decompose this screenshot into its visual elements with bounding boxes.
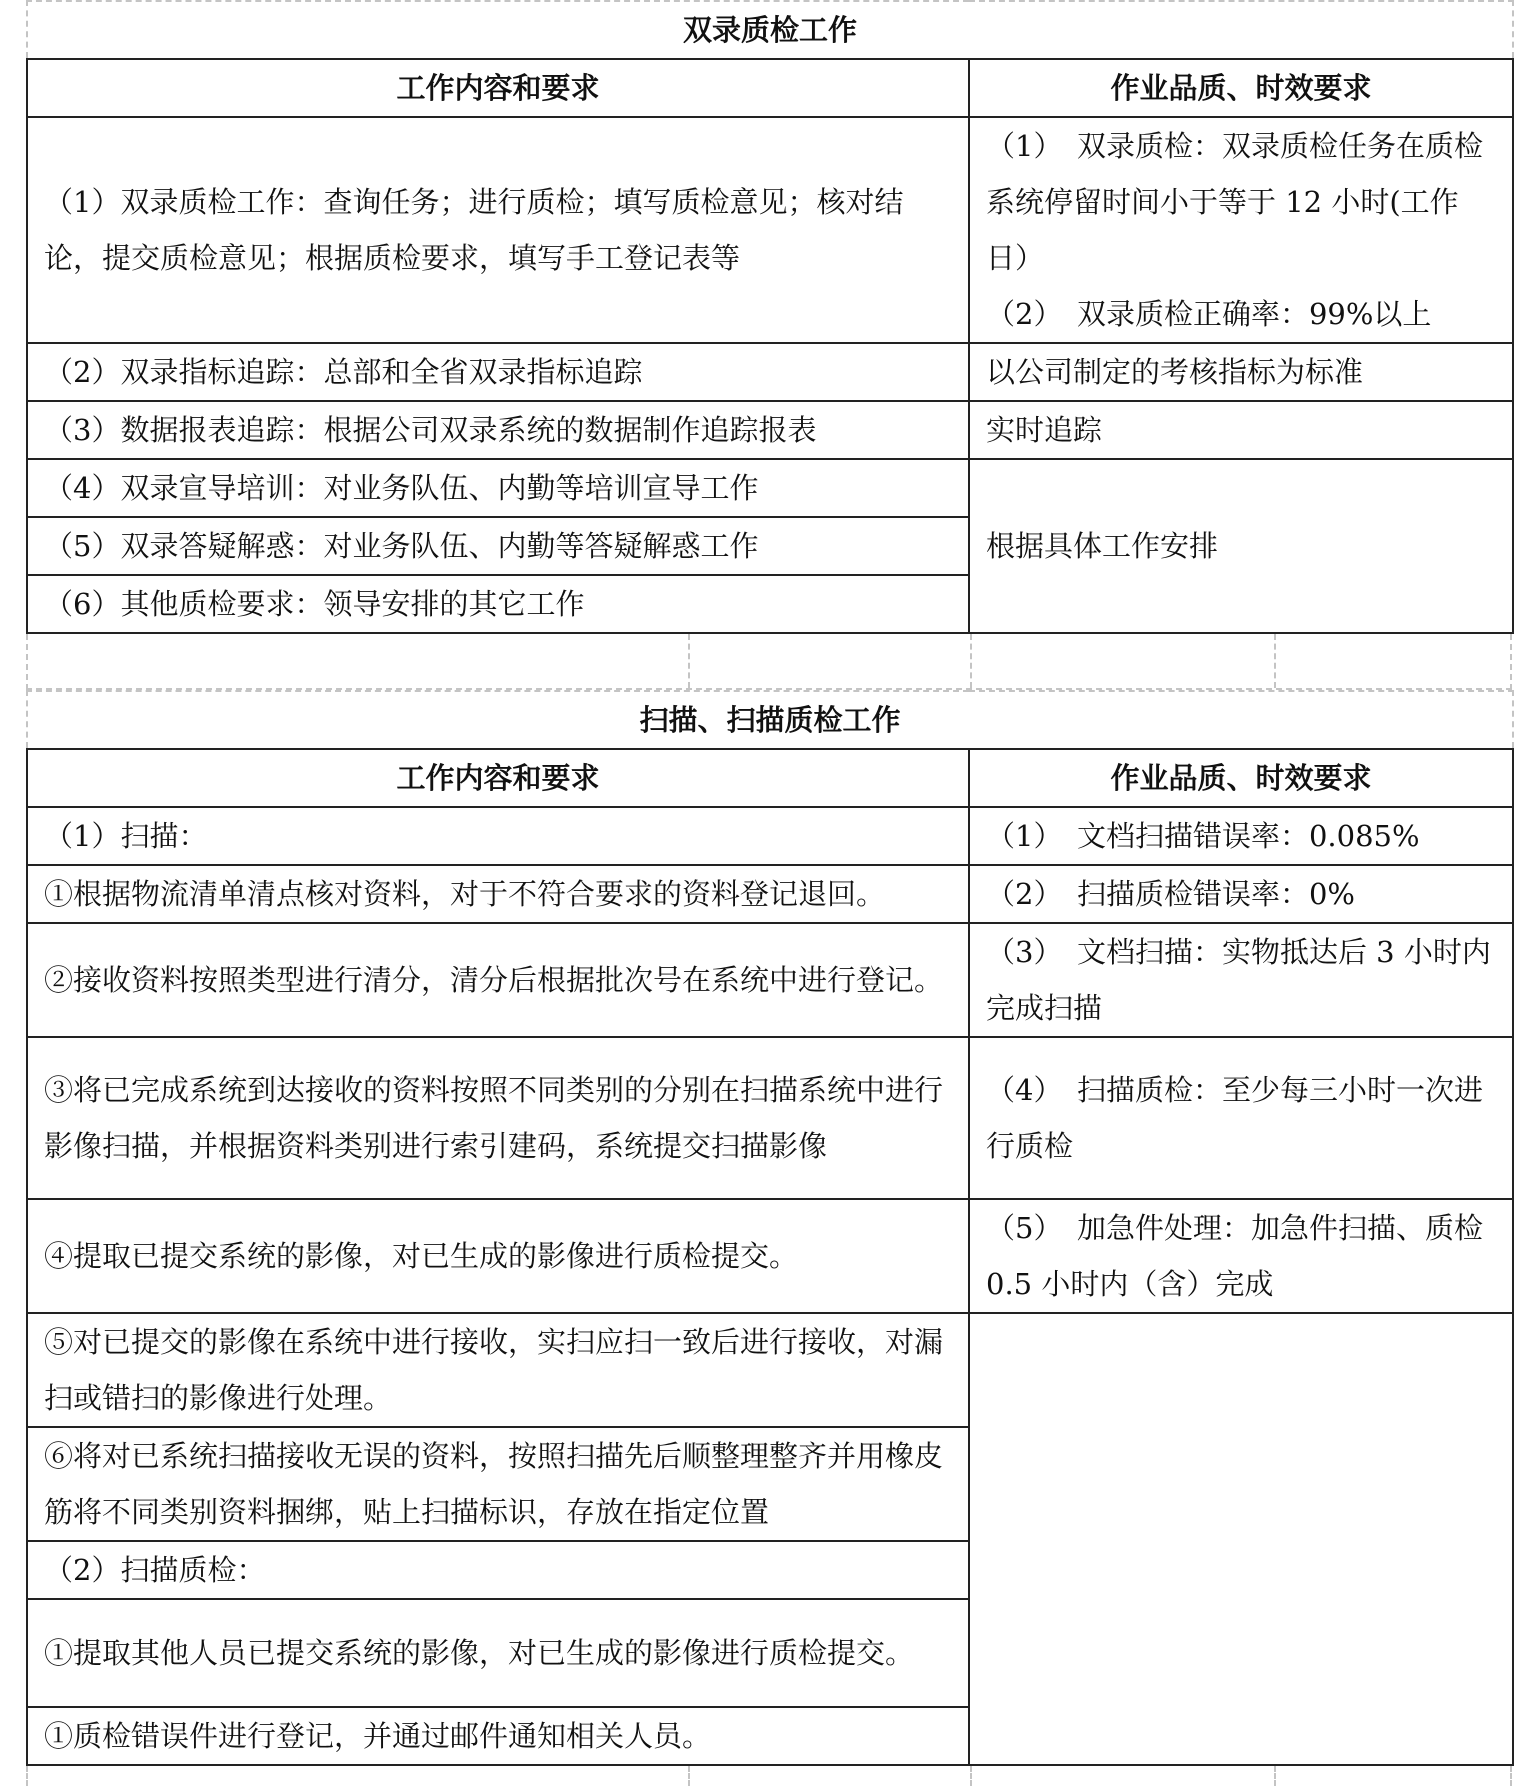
gap-divider (1274, 1766, 1276, 1786)
section2-row-1-content: （1）扫描： (27, 807, 969, 865)
section1-quality-line-2: （2） 双录质检正确率：99%以上 (986, 297, 1432, 331)
section2-title: 扫描、扫描质检工作 (27, 691, 1513, 749)
gap-divider (1274, 634, 1276, 688)
section1-row-6-content: （6）其他质检要求：领导安排的其它工作 (27, 575, 969, 633)
section-gap (26, 634, 1512, 690)
section2-header-quality: 作业品质、时效要求 (969, 749, 1513, 807)
section2-row-7-content: ⑥将对已系统扫描接收无误的资料，按照扫描先后顺整理整齐并用橡皮筋将不同类别资料捆绑，贴上扫描标识，存放在指定位置 (27, 1427, 969, 1541)
section1-row-5-content: （5）双录答疑解惑：对业务队伍、内勤等答疑解惑工作 (27, 517, 969, 575)
section1-row-4-6-quality: 根据具体工作安排 (969, 459, 1513, 633)
section2-row-8-content: （2）扫描质检： (27, 1541, 969, 1599)
section1-row-2-content: （2）双录指标追踪：总部和全省双录指标追踪 (27, 343, 969, 401)
section2-quality-empty (969, 1313, 1513, 1765)
section1-header-quality: 作业品质、时效要求 (969, 59, 1513, 117)
section1-row-3-quality: 实时追踪 (969, 401, 1513, 459)
section2-row-5-content: ④提取已提交系统的影像，对已生成的影像进行质检提交。 (27, 1199, 969, 1313)
bottom-gap (26, 1766, 1512, 1786)
section2-quality-3: （3） 文档扫描：实物抵达后 3 小时内完成扫描 (969, 923, 1513, 1037)
section1-quality-line-1: （1） 双录质检：双录质检任务在质检系统停留时间小于等于 12 小时(工作日） (986, 129, 1483, 275)
section2-quality-5: （5） 加急件处理：加急件扫描、质检 0.5 小时内（含）完成 (969, 1199, 1513, 1313)
section1-header-content: 工作内容和要求 (27, 59, 969, 117)
section2-row-3-content: ②接收资料按照类型进行清分，清分后根据批次号在系统中进行登记。 (27, 923, 969, 1037)
gap-divider (970, 634, 972, 688)
section2-row-10-content: ①质检错误件进行登记，并通过邮件通知相关人员。 (27, 1707, 969, 1765)
section1-row-3-content: （3）数据报表追踪：根据公司双录系统的数据制作追踪报表 (27, 401, 969, 459)
section2-quality-2: （2） 扫描质检错误率：0% (969, 865, 1513, 923)
section1-row-2-quality: 以公司制定的考核指标为标准 (969, 343, 1513, 401)
gap-divider (688, 634, 690, 688)
section2-row-9-content: ①提取其他人员已提交系统的影像，对已生成的影像进行质检提交。 (27, 1599, 969, 1707)
section1-row-4-content: （4）双录宣导培训：对业务队伍、内勤等培训宣导工作 (27, 459, 969, 517)
section1-row-1-content: （1）双录质检工作：查询任务；进行质检；填写质检意见；核对结论，提交质检意见；根据质检要求，填写手工登记表等 (27, 117, 969, 343)
section2-table (26, 690, 1514, 1766)
section1-row-1-quality (969, 117, 1513, 343)
section2-quality-1: （1） 文档扫描错误率：0.085% (969, 807, 1513, 865)
section2-quality-4: （4） 扫描质检：至少每三小时一次进行质检 (969, 1037, 1513, 1199)
section2-row-2-content: ①根据物流清单清点核对资料，对于不符合要求的资料登记退回。 (27, 865, 969, 923)
section1-title: 双录质检工作 (27, 1, 1513, 59)
section2-header-content: 工作内容和要求 (27, 749, 969, 807)
gap-divider (688, 1766, 690, 1786)
document-sheet (26, 0, 1512, 1786)
section2-row-6-content: ⑤对已提交的影像在系统中进行接收，实扫应扫一致后进行接收，对漏扫或错扫的影像进行处理。 (27, 1313, 969, 1427)
section2-row-4-content: ③将已完成系统到达接收的资料按照不同类别的分别在扫描系统中进行影像扫描，并根据资料类别进行索引建码，系统提交扫描影像 (27, 1037, 969, 1199)
section1-table (26, 0, 1514, 634)
gap-divider (970, 1766, 972, 1786)
